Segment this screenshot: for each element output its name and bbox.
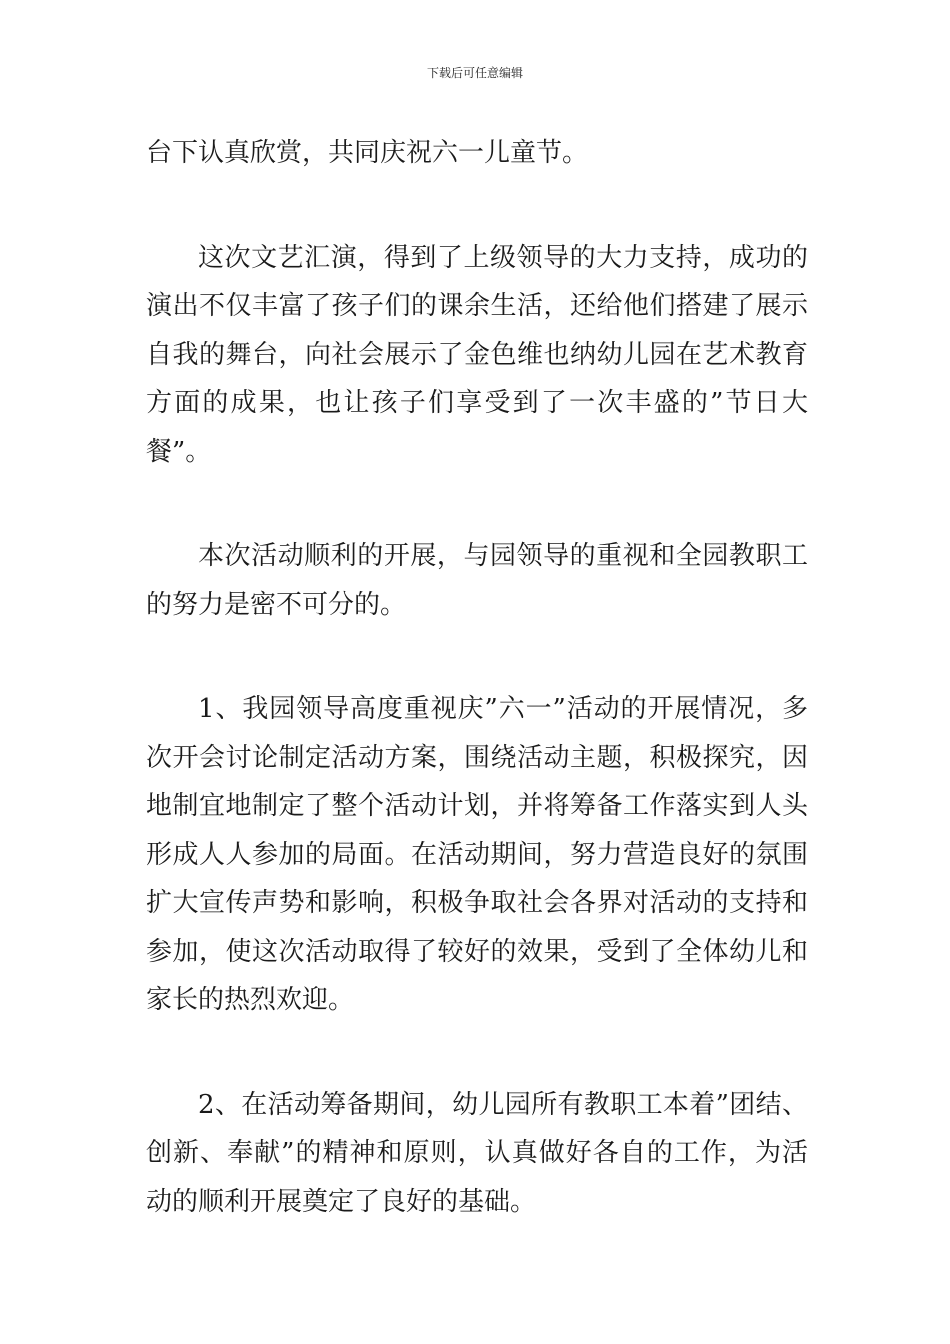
paragraph-4: 1、我园领导高度重视庆”六一”活动的开展情况，多次开会讨论制定活动方案，围绕活动主题，积极探究，因地制宜地制定了整个活动计划，并将筹备工作落实到人头形成人人参加的局面。在活动期间，努力营造良好的氛围扩大宣传声势和影响，积极争取社会各界对活动的支持和参加，使这次活动取得了较好的效果，受到了全体幼儿和家长的热烈欢迎。 [146,694,808,1015]
paragraph-3: 本次活动顺利的开展，与园领导的重视和全园教职工的努力是密不可分的。 [146,541,808,620]
document-body [146,129,808,1282]
paragraph-2: 这次文艺汇演，得到了上级领导的大力支持，成功的演出不仅丰富了孩子们的课余生活，还给他们搭建了展示自我的舞台，向社会展示了金色维也纳幼儿园在艺术教育方面的成果，也让孩子们享受到了一次丰盛的”节日大餐”。 [146,242,808,467]
paragraph-5: 2、在活动筹备期间，幼儿园所有教职工本着”团结、创新、奉献”的精神和原则，认真做好各自的工作，为活动的顺利开展奠定了良好的基础。 [146,1089,808,1217]
paragraph-1: 台下认真欣赏，共同庆祝六一儿童节。 [146,138,589,168]
page-header: 下载后可任意编辑 [426,66,523,80]
